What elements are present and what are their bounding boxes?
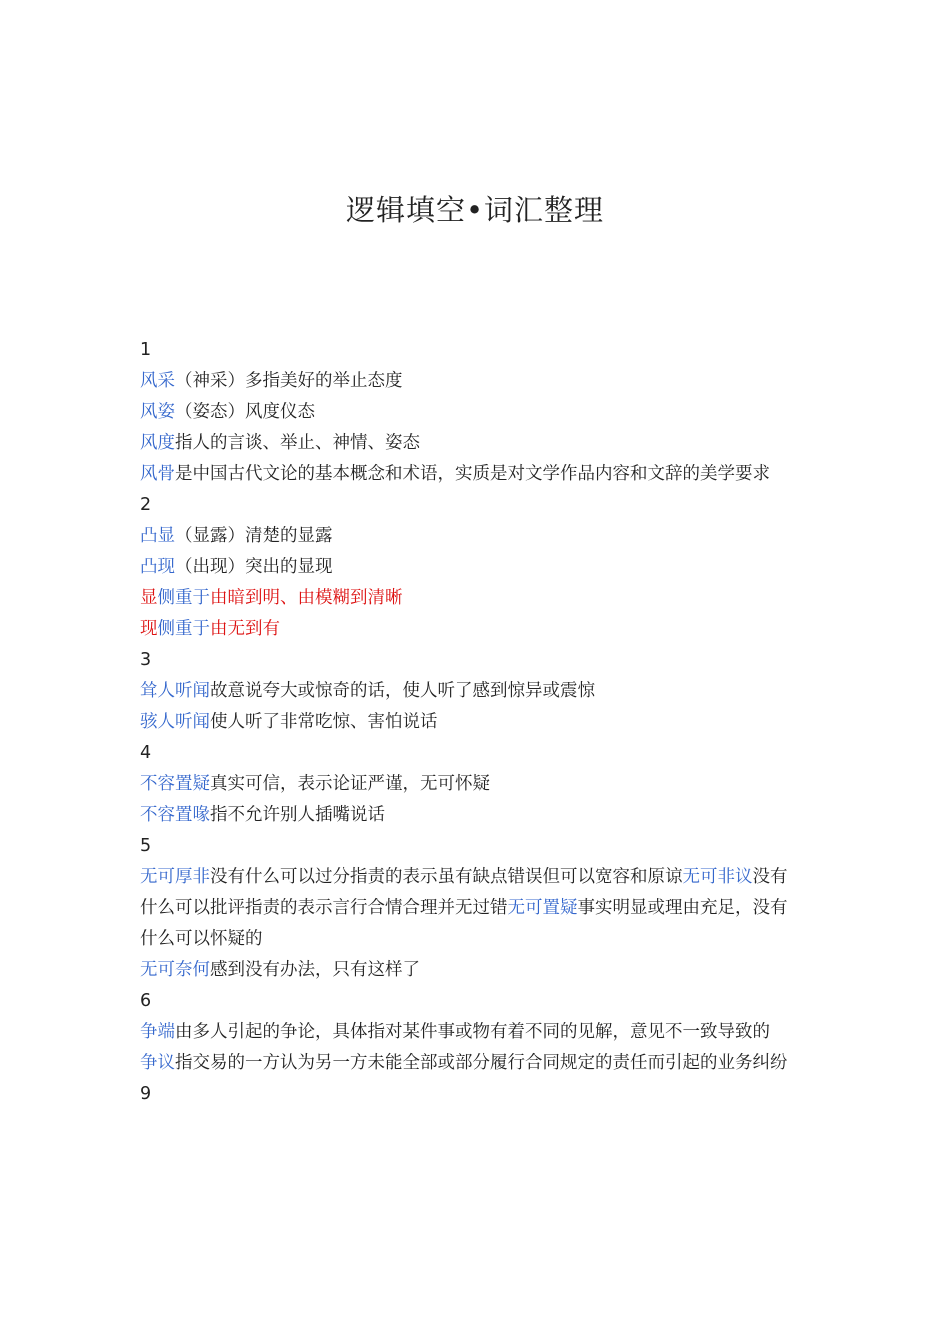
definition-text: （显露）清楚的显露	[175, 526, 333, 546]
definition-text: （出现）突出的显现	[175, 557, 333, 577]
section-number	[140, 738, 800, 769]
entry-line	[140, 1048, 800, 1079]
section-number-text: 5	[140, 836, 152, 856]
term: 不容置疑	[140, 774, 210, 794]
term: 凸现	[140, 557, 175, 577]
section-number-text: 3	[140, 650, 152, 670]
highlight-text: 现	[140, 619, 158, 639]
definition-text: 没有什么可以过分指责的表示虽有缺点错误但可以宽容和原谅	[210, 867, 683, 887]
term: 耸人听闻	[140, 681, 210, 701]
entry-line	[140, 1017, 800, 1048]
entry-line	[140, 707, 800, 738]
entry-line	[140, 428, 800, 459]
vocabulary-list	[140, 335, 800, 1110]
entry-line	[140, 459, 800, 490]
term: 风姿	[140, 402, 175, 422]
definition-text: 感到没有办法，只有这样了	[210, 960, 420, 980]
definition-text: 故意说夸大或惊奇的话，使人听了感到惊异或震惊	[210, 681, 595, 701]
entry-line	[140, 862, 800, 955]
section-number-text: 6	[140, 991, 152, 1011]
term: 风度	[140, 433, 175, 453]
definition-text: （神采）多指美好的举止态度	[175, 371, 403, 391]
definition-text: （姿态）风度仪态	[175, 402, 315, 422]
definition-text: 事实明显或理由充足，没有什么可以怀疑的	[140, 898, 788, 949]
section-number-text: 1	[140, 340, 152, 360]
highlight-text: 由无到有	[210, 619, 280, 639]
definition-text: 指人的言谈、举止、神情、姿态	[175, 433, 420, 453]
term: 风骨	[140, 464, 175, 484]
entry-line	[140, 552, 800, 583]
term: 侧重于	[157, 619, 210, 639]
section-number	[140, 1079, 800, 1110]
entry-line	[140, 583, 800, 614]
term: 无可厚非	[140, 867, 210, 887]
entry-line	[140, 676, 800, 707]
definition-text: 是中国古代文论的基本概念和术语，实质是对文学作品内容和文辞的美学要求	[175, 464, 770, 484]
section-number-text: 4	[140, 743, 152, 763]
section-number	[140, 645, 800, 676]
term: 凸显	[140, 526, 175, 546]
term: 侧重于	[157, 588, 210, 608]
section-number	[140, 490, 800, 521]
definition-text: 指交易的一方认为另一方未能全部或部分履行合同规定的责任而引起的业务纠纷	[175, 1053, 788, 1073]
section-number	[140, 335, 800, 366]
highlight-text: 由暗到明、由模糊到清晰	[210, 588, 403, 608]
term: 无可非议	[682, 867, 753, 887]
definition-text: 由多人引起的争论，具体指对某件事或物有着不同的见解，意见不一致导致的	[175, 1022, 770, 1042]
entry-line	[140, 769, 800, 800]
definition-text: 使人听了非常吃惊、害怕说话	[210, 712, 438, 732]
entry-line	[140, 397, 800, 428]
definition-text: 真实可信，表示论证严谨，无可怀疑	[210, 774, 490, 794]
section-number-text: 9	[140, 1084, 152, 1104]
definition-text: 指不允许别人插嘴说话	[210, 805, 385, 825]
section-number-text: 2	[140, 495, 152, 515]
term: 无可奈何	[140, 960, 210, 980]
term: 争端	[140, 1022, 175, 1042]
term: 骇人听闻	[140, 712, 210, 732]
entry-line	[140, 521, 800, 552]
section-number	[140, 986, 800, 1017]
highlight-text: 显	[140, 588, 158, 608]
section-number	[140, 831, 800, 862]
term: 不容置喙	[140, 805, 210, 825]
term: 风采	[140, 371, 175, 391]
definition-text: 没有什么可以批评指责的表示言行合情合理并无过错	[140, 867, 788, 918]
page-title: 逻辑填空•词汇整理	[345, 193, 605, 227]
entry-line	[140, 955, 800, 986]
entry-line	[140, 366, 800, 397]
term: 无可置疑	[507, 898, 578, 918]
term: 争议	[140, 1053, 175, 1073]
entry-line	[140, 800, 800, 831]
entry-line	[140, 614, 800, 645]
